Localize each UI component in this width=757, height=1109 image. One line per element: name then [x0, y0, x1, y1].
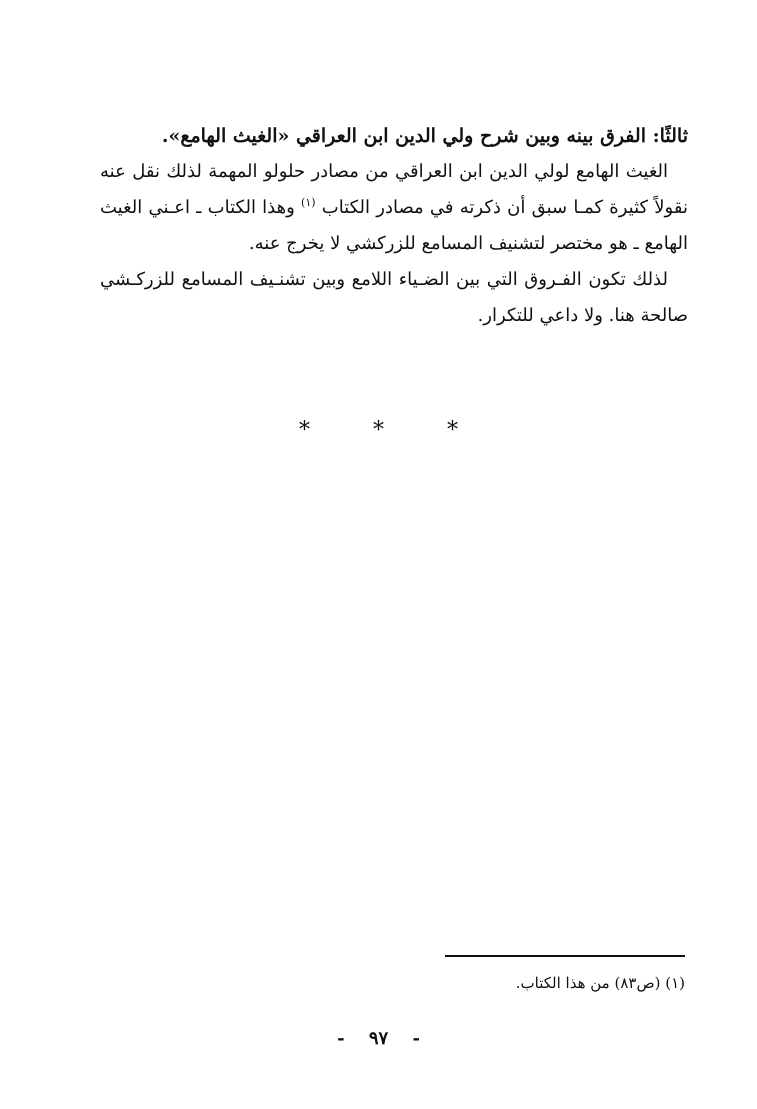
section-separator: * * *: [299, 418, 486, 443]
paragraph-1: [100, 154, 688, 262]
main-text: [100, 118, 688, 334]
section-heading: ثالثًا: الفرق بينه وبين شرح ولي الدين ابن العراقي «الغيث الهامع».: [161, 125, 688, 147]
footnote-reference: (١): [301, 196, 316, 209]
footnote: (١) (ص٨٣) من هذا الكتاب.: [515, 974, 685, 992]
footnote-divider: [445, 955, 685, 957]
page-number: - ٩٧ -: [337, 1028, 420, 1049]
paragraph-1-text-end: وهذا الكتاب ـ اعـني الغيث الهامع ـ هو مختصر لتشنيف المسامع للزركشي لا يخرج عنه.: [100, 197, 688, 254]
paragraph-1-text-start: الغيث الهامع لولي الدين ابن العراقي من مصادر حلولو المهمة لذلك نقل عنه نقولاً كثيرة كمـا سبق أن ذكرته في مصادر الكتاب: [100, 161, 688, 218]
paragraph-2: لذلك تكون الفـروق التي بين الضـياء اللامع وبين تشنـيف المسامع للزركـشي صالحة هنا. ولا داعي للتكرار.: [100, 269, 688, 326]
